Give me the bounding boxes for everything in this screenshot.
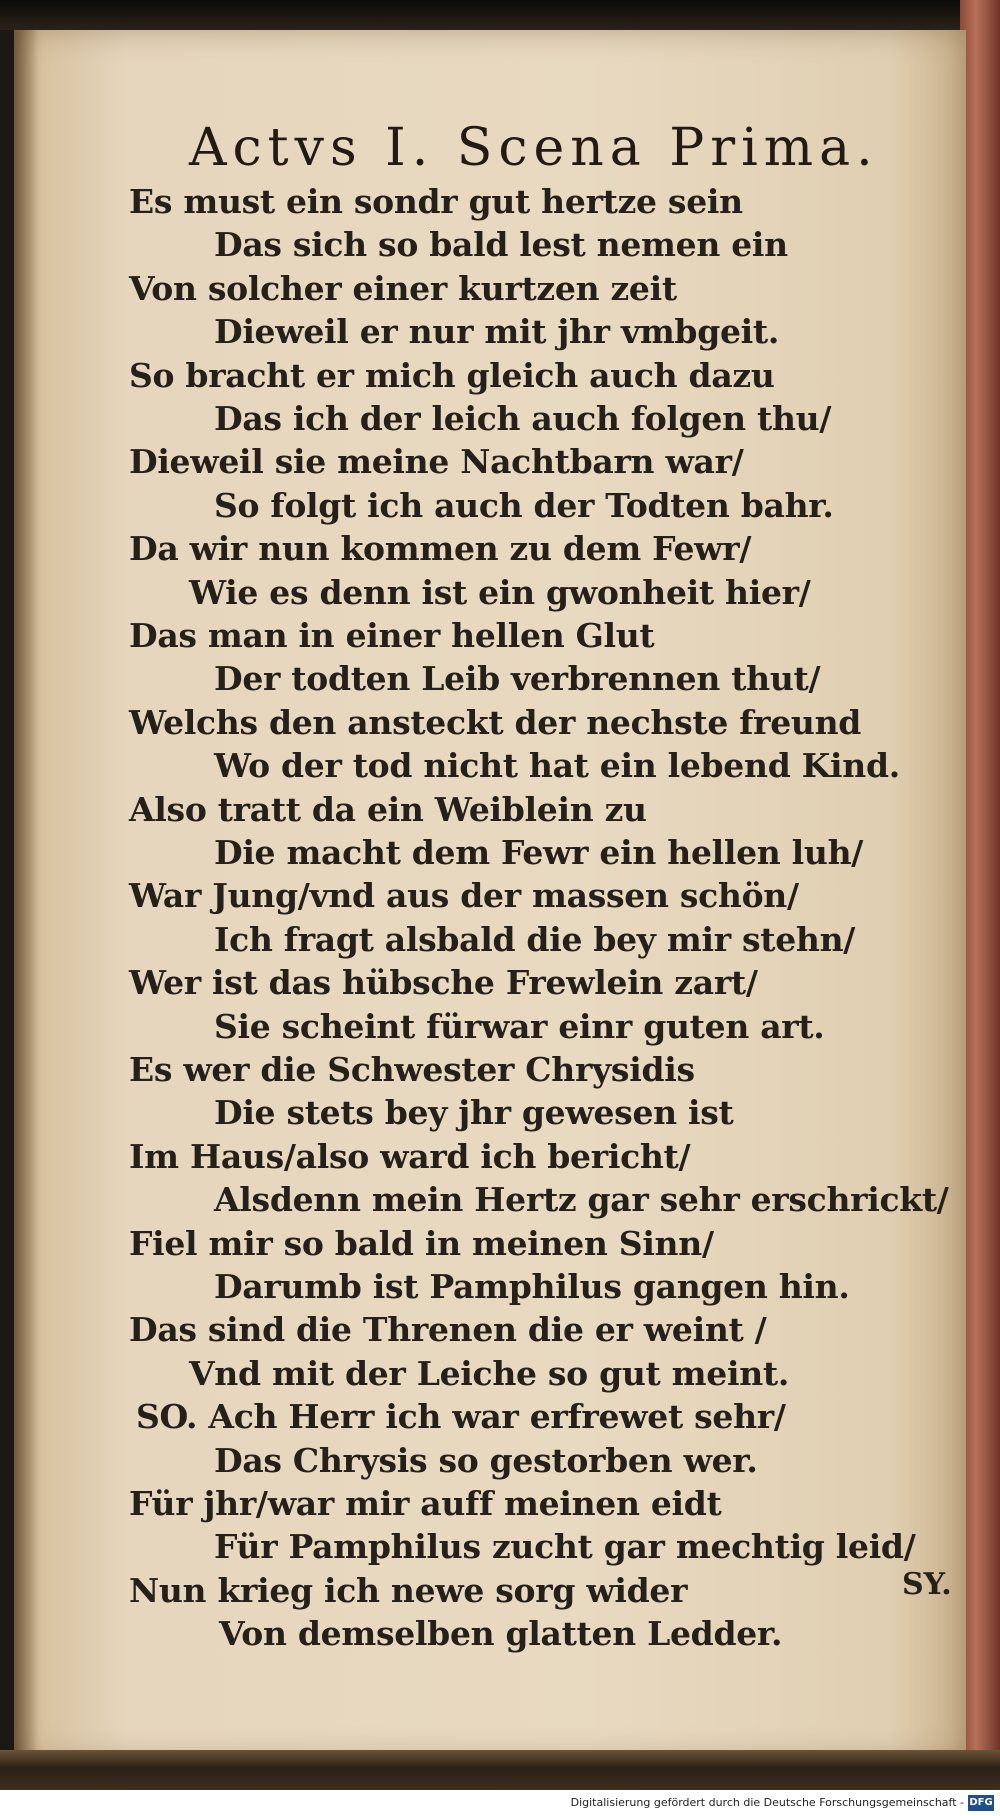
dfg-logo: DFG <box>968 1795 994 1811</box>
footer-credit: Digitalisierung gefördert durch die Deutsche Forschungsgemeinschaft - <box>570 1796 964 1809</box>
page-heading: Actvs I. Scena Prima. <box>189 118 879 178</box>
verse-line: Nun krieg ich newe sorg wider <box>129 1571 688 1610</box>
verse-line: War Jung/vnd aus der massen schön/ <box>129 876 799 915</box>
verse-line: Es wer die Schwester Chrysidis <box>129 1050 695 1089</box>
verse-line: Alsdenn mein Hertz gar sehr erschrickt/ <box>214 1180 949 1219</box>
verse-line: Im Haus/also ward ich bericht/ <box>129 1137 691 1176</box>
verse-line: Also tratt da ein Weiblein zu <box>129 790 647 829</box>
verse-line: Für Pamphilus zucht gar mechtig leid/ <box>214 1527 916 1566</box>
verse-line: Dieweil er nur mit jhr vmbgeit. <box>214 312 780 351</box>
verse-line: Die stets bey jhr gewesen ist <box>214 1093 734 1132</box>
catchword: SY. <box>902 1567 952 1602</box>
verse-line: Dieweil sie meine Nachtbarn war/ <box>129 442 744 481</box>
footer-bar <box>0 1790 1000 1816</box>
verse-line: Das sich so bald lest nemen ein <box>214 225 788 264</box>
verse-line: Wo der tod nicht hat ein lebend Kind. <box>214 746 900 785</box>
verse-line: Das sind die Threnen die er weint / <box>129 1310 767 1349</box>
verse-line: Darumb ist Pamphilus gangen hin. <box>214 1267 850 1306</box>
verse-line: Da wir nun kommen zu dem Fewr/ <box>129 529 752 568</box>
verse-block <box>14 30 966 1760</box>
verse-line: Von demselben glatten Ledder. <box>219 1614 783 1653</box>
verse-line: Welchs den ansteckt der nechste freund <box>129 703 862 742</box>
verse-line: SO. Ach Herr ich war erfrewet sehr/ <box>136 1397 786 1436</box>
verse-line: Wer ist das hübsche Frewlein zart/ <box>129 963 758 1002</box>
verse-line: Das man in einer hellen Glut <box>129 616 655 655</box>
paper-page <box>14 30 966 1760</box>
verse-line: Von solcher einer kurtzen zeit <box>129 269 677 308</box>
verse-line: Das Chrysis so gestorben wer. <box>214 1441 758 1480</box>
verse-line: Ich fragt alsbald die bey mir stehn/ <box>214 920 856 959</box>
book-top-edge <box>0 0 1000 30</box>
book-cover-edge <box>960 0 1000 1790</box>
verse-line: Es must ein sondr gut hertze sein <box>129 182 743 221</box>
verse-line: Wie es denn ist ein gwonheit hier/ <box>189 573 811 612</box>
verse-line: Für jhr/war mir auff meinen eidt <box>129 1484 722 1523</box>
verse-line: Fiel mir so bald in meinen Sinn/ <box>129 1224 714 1263</box>
verse-line: Vnd mit der Leiche so gut meint. <box>189 1354 790 1393</box>
verse-line: Das ich der leich auch folgen thu/ <box>214 399 832 438</box>
verse-line: Die macht dem Fewr ein hellen luh/ <box>214 833 864 872</box>
verse-line: Sie scheint fürwar einr guten art. <box>214 1007 825 1046</box>
verse-line: So bracht er mich gleich auch dazu <box>129 356 775 395</box>
verse-line: So folgt ich auch der Todten bahr. <box>214 486 834 525</box>
book-bottom-edge <box>0 1750 1000 1790</box>
verse-line: Der todten Leib verbrennen thut/ <box>214 659 821 698</box>
